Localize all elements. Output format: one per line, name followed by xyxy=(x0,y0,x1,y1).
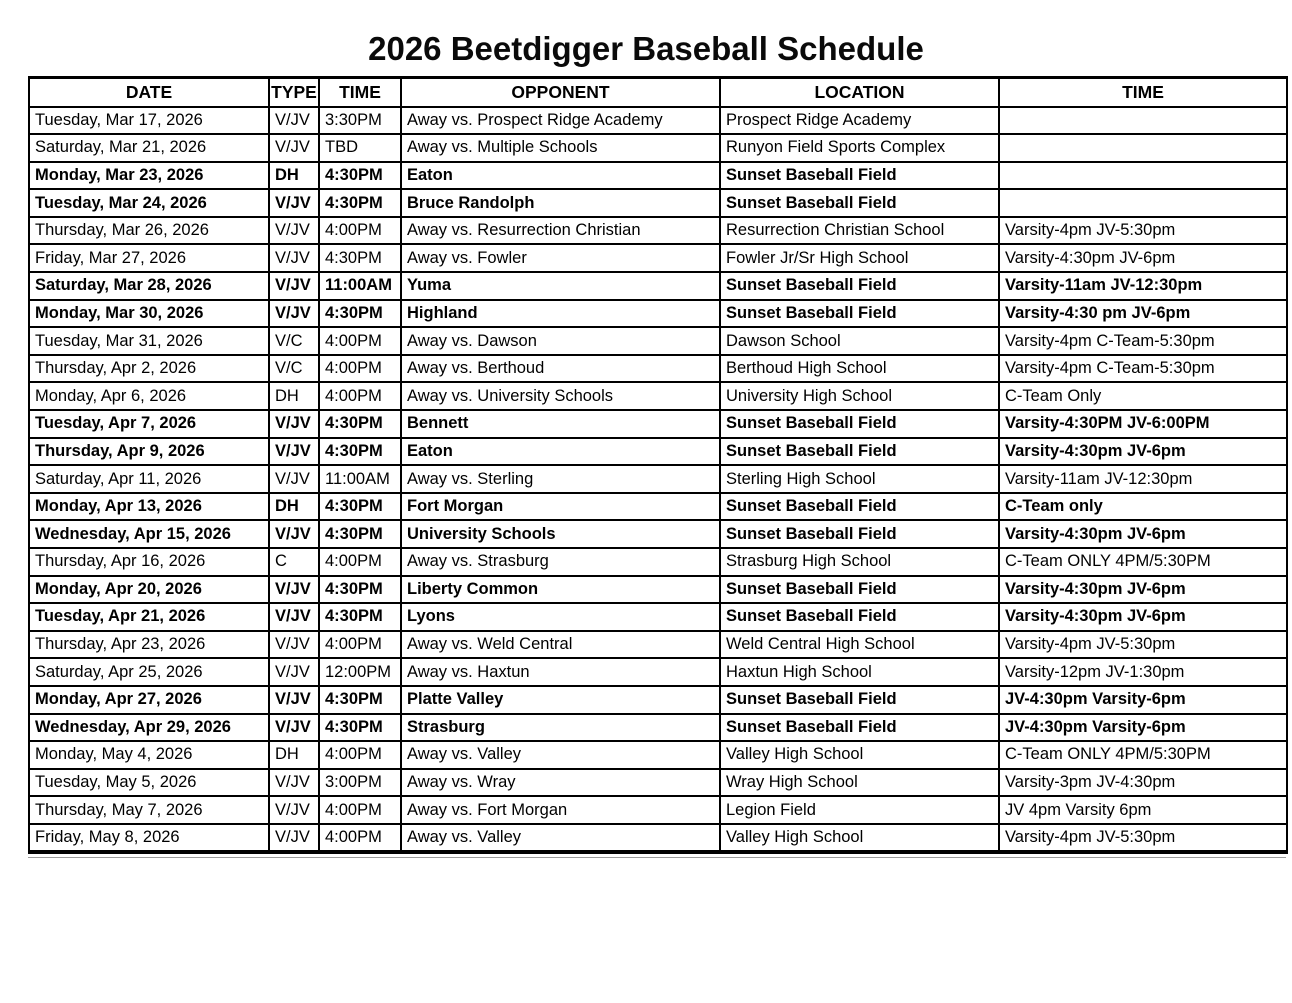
location-cell: Dawson School xyxy=(720,327,999,355)
location-cell: Valley High School xyxy=(720,824,999,852)
header-location: LOCATION xyxy=(720,78,999,107)
opponent-cell: Away vs. Dawson xyxy=(401,327,720,355)
table-row xyxy=(29,465,1287,493)
date-cell: Monday, Apr 13, 2026 xyxy=(29,493,269,521)
date-cell: Friday, Mar 27, 2026 xyxy=(29,244,269,272)
game-times-cell: Varsity-4pm JV-5:30pm xyxy=(999,631,1287,659)
opponent-cell: Away vs. Valley xyxy=(401,824,720,852)
game-times-cell: Varsity-4pm JV-5:30pm xyxy=(999,217,1287,245)
date-cell: Tuesday, Mar 24, 2026 xyxy=(29,189,269,217)
type-cell: V/JV xyxy=(269,576,319,604)
location-cell: Haxtun High School xyxy=(720,658,999,686)
opponent-cell: Strasburg xyxy=(401,714,720,742)
header-opponent: OPPONENT xyxy=(401,78,720,107)
type-cell: C xyxy=(269,548,319,576)
table-row xyxy=(29,134,1287,162)
time-cell: 4:30PM xyxy=(319,714,401,742)
opponent-cell: Eaton xyxy=(401,438,720,466)
table-row xyxy=(29,769,1287,797)
time-cell: 11:00AM xyxy=(319,465,401,493)
type-cell: V/JV xyxy=(269,217,319,245)
type-cell: V/JV xyxy=(269,189,319,217)
opponent-cell: Yuma xyxy=(401,272,720,300)
game-times-cell xyxy=(999,134,1287,162)
game-times-cell: Varsity-4pm C-Team-5:30pm xyxy=(999,327,1287,355)
table-row xyxy=(29,382,1287,410)
opponent-cell: Away vs. Weld Central xyxy=(401,631,720,659)
table-row xyxy=(29,714,1287,742)
table-row xyxy=(29,300,1287,328)
type-cell: V/JV xyxy=(269,300,319,328)
type-cell: V/JV xyxy=(269,796,319,824)
game-times-cell: Varsity-4:30pm JV-6pm xyxy=(999,603,1287,631)
time-cell: 11:00AM xyxy=(319,272,401,300)
date-cell: Thursday, May 7, 2026 xyxy=(29,796,269,824)
date-cell: Thursday, Apr 9, 2026 xyxy=(29,438,269,466)
opponent-cell: University Schools xyxy=(401,520,720,548)
time-cell: 4:30PM xyxy=(319,438,401,466)
date-cell: Tuesday, Mar 17, 2026 xyxy=(29,107,269,135)
time-cell: 4:30PM xyxy=(319,686,401,714)
location-cell: Weld Central High School xyxy=(720,631,999,659)
table-row xyxy=(29,631,1287,659)
game-times-cell: Varsity-4:30pm JV-6pm xyxy=(999,576,1287,604)
date-cell: Thursday, Mar 26, 2026 xyxy=(29,217,269,245)
opponent-cell: Lyons xyxy=(401,603,720,631)
opponent-cell: Highland xyxy=(401,300,720,328)
game-times-cell: C-Team Only xyxy=(999,382,1287,410)
table-row xyxy=(29,272,1287,300)
type-cell: V/JV xyxy=(269,658,319,686)
type-cell: V/JV xyxy=(269,714,319,742)
table-row xyxy=(29,741,1287,769)
type-cell: V/JV xyxy=(269,631,319,659)
type-cell: DH xyxy=(269,382,319,410)
table-row xyxy=(29,438,1287,466)
date-cell: Thursday, Apr 23, 2026 xyxy=(29,631,269,659)
type-cell: V/JV xyxy=(269,686,319,714)
time-cell: 4:00PM xyxy=(319,548,401,576)
date-cell: Wednesday, Apr 15, 2026 xyxy=(29,520,269,548)
type-cell: V/JV xyxy=(269,134,319,162)
table-row xyxy=(29,603,1287,631)
type-cell: V/JV xyxy=(269,244,319,272)
location-cell: Sunset Baseball Field xyxy=(720,438,999,466)
opponent-cell: Eaton xyxy=(401,162,720,190)
location-cell: Sunset Baseball Field xyxy=(720,520,999,548)
time-cell: 4:30PM xyxy=(319,410,401,438)
opponent-cell: Away vs. Multiple Schools xyxy=(401,134,720,162)
opponent-cell: Away vs. Berthoud xyxy=(401,355,720,383)
date-cell: Monday, May 4, 2026 xyxy=(29,741,269,769)
opponent-cell: Away vs. Prospect Ridge Academy xyxy=(401,107,720,135)
location-cell: Runyon Field Sports Complex xyxy=(720,134,999,162)
table-row xyxy=(29,355,1287,383)
table-row xyxy=(29,410,1287,438)
table-row xyxy=(29,107,1287,135)
date-cell: Thursday, Apr 16, 2026 xyxy=(29,548,269,576)
location-cell: Sunset Baseball Field xyxy=(720,714,999,742)
opponent-cell: Away vs. Resurrection Christian xyxy=(401,217,720,245)
header-type: TYPE xyxy=(269,78,319,107)
time-cell: 3:30PM xyxy=(319,107,401,135)
type-cell: V/C xyxy=(269,355,319,383)
time-cell: 4:00PM xyxy=(319,631,401,659)
header-row xyxy=(29,78,1287,107)
date-cell: Tuesday, Apr 7, 2026 xyxy=(29,410,269,438)
date-cell: Monday, Apr 6, 2026 xyxy=(29,382,269,410)
table-row xyxy=(29,244,1287,272)
game-times-cell xyxy=(999,162,1287,190)
type-cell: V/JV xyxy=(269,824,319,852)
time-cell: 4:30PM xyxy=(319,300,401,328)
location-cell: Sunset Baseball Field xyxy=(720,410,999,438)
opponent-cell: Away vs. University Schools xyxy=(401,382,720,410)
date-cell: Wednesday, Apr 29, 2026 xyxy=(29,714,269,742)
game-times-cell: JV-4:30pm Varsity-6pm xyxy=(999,714,1287,742)
game-times-cell: Varsity-4:30pm JV-6pm xyxy=(999,244,1287,272)
type-cell: V/JV xyxy=(269,603,319,631)
time-cell: 4:00PM xyxy=(319,741,401,769)
opponent-cell: Away vs. Wray xyxy=(401,769,720,797)
time-cell: 4:00PM xyxy=(319,355,401,383)
opponent-cell: Away vs. Valley xyxy=(401,741,720,769)
date-cell: Saturday, Mar 21, 2026 xyxy=(29,134,269,162)
opponent-cell: Platte Valley xyxy=(401,686,720,714)
date-cell: Thursday, Apr 2, 2026 xyxy=(29,355,269,383)
location-cell: Sunset Baseball Field xyxy=(720,686,999,714)
header-time: TIME xyxy=(319,78,401,107)
opponent-cell: Away vs. Sterling xyxy=(401,465,720,493)
date-cell: Monday, Apr 27, 2026 xyxy=(29,686,269,714)
game-times-cell: Varsity-3pm JV-4:30pm xyxy=(999,769,1287,797)
location-cell: University High School xyxy=(720,382,999,410)
date-cell: Monday, Mar 23, 2026 xyxy=(29,162,269,190)
opponent-cell: Liberty Common xyxy=(401,576,720,604)
game-times-cell: C-Team ONLY 4PM/5:30PM xyxy=(999,548,1287,576)
time-cell: 4:30PM xyxy=(319,162,401,190)
game-times-cell: JV 4pm Varsity 6pm xyxy=(999,796,1287,824)
date-cell: Tuesday, Apr 21, 2026 xyxy=(29,603,269,631)
opponent-cell: Bennett xyxy=(401,410,720,438)
opponent-cell: Bruce Randolph xyxy=(401,189,720,217)
time-cell: 4:30PM xyxy=(319,189,401,217)
type-cell: V/C xyxy=(269,327,319,355)
opponent-cell: Away vs. Fort Morgan xyxy=(401,796,720,824)
table-row xyxy=(29,493,1287,521)
location-cell: Sunset Baseball Field xyxy=(720,300,999,328)
type-cell: V/JV xyxy=(269,107,319,135)
time-cell: 4:00PM xyxy=(319,824,401,852)
location-cell: Prospect Ridge Academy xyxy=(720,107,999,135)
table-row xyxy=(29,520,1287,548)
table-row xyxy=(29,548,1287,576)
table-row xyxy=(29,217,1287,245)
game-times-cell: Varsity-11am JV-12:30pm xyxy=(999,272,1287,300)
game-times-cell: Varsity-11am JV-12:30pm xyxy=(999,465,1287,493)
game-times-cell: Varsity-4pm JV-5:30pm xyxy=(999,824,1287,852)
opponent-cell: Away vs. Haxtun xyxy=(401,658,720,686)
time-cell: 4:30PM xyxy=(319,244,401,272)
time-cell: 4:30PM xyxy=(319,520,401,548)
time-cell: 4:00PM xyxy=(319,796,401,824)
table-row xyxy=(29,162,1287,190)
location-cell: Legion Field xyxy=(720,796,999,824)
time-cell: 12:00PM xyxy=(319,658,401,686)
location-cell: Sunset Baseball Field xyxy=(720,272,999,300)
game-times-cell: Varsity-12pm JV-1:30pm xyxy=(999,658,1287,686)
location-cell: Sterling High School xyxy=(720,465,999,493)
location-cell: Wray High School xyxy=(720,769,999,797)
table-row xyxy=(29,189,1287,217)
schedule-rows xyxy=(29,107,1287,852)
game-times-cell: JV-4:30pm Varsity-6pm xyxy=(999,686,1287,714)
location-cell: Sunset Baseball Field xyxy=(720,189,999,217)
time-cell: 4:00PM xyxy=(319,382,401,410)
location-cell: Berthoud High School xyxy=(720,355,999,383)
table-row xyxy=(29,327,1287,355)
page-title: 2026 Beetdigger Baseball Schedule xyxy=(368,30,924,67)
time-cell: 4:00PM xyxy=(319,327,401,355)
location-cell: Fowler Jr/Sr High School xyxy=(720,244,999,272)
time-cell: 4:30PM xyxy=(319,493,401,521)
game-times-cell: Varsity-4:30 pm JV-6pm xyxy=(999,300,1287,328)
header-date: DATE xyxy=(29,78,269,107)
type-cell: V/JV xyxy=(269,465,319,493)
type-cell: V/JV xyxy=(269,438,319,466)
game-times-cell xyxy=(999,107,1287,135)
type-cell: DH xyxy=(269,741,319,769)
table-row xyxy=(29,658,1287,686)
date-cell: Tuesday, May 5, 2026 xyxy=(29,769,269,797)
game-times-cell: Varsity-4:30pm JV-6pm xyxy=(999,520,1287,548)
time-cell: 4:30PM xyxy=(319,576,401,604)
table-bottom-edge xyxy=(28,854,1286,858)
time-cell: 3:00PM xyxy=(319,769,401,797)
table-row xyxy=(29,824,1287,852)
opponent-cell: Fort Morgan xyxy=(401,493,720,521)
type-cell: V/JV xyxy=(269,410,319,438)
type-cell: DH xyxy=(269,162,319,190)
location-cell: Sunset Baseball Field xyxy=(720,493,999,521)
date-cell: Friday, May 8, 2026 xyxy=(29,824,269,852)
table-row xyxy=(29,576,1287,604)
time-cell: 4:30PM xyxy=(319,603,401,631)
time-cell: 4:00PM xyxy=(319,217,401,245)
game-times-cell: C-Team ONLY 4PM/5:30PM xyxy=(999,741,1287,769)
schedule-table xyxy=(28,76,1288,854)
game-times-cell: Varsity-4pm C-Team-5:30pm xyxy=(999,355,1287,383)
game-times-cell xyxy=(999,189,1287,217)
opponent-cell: Away vs. Fowler xyxy=(401,244,720,272)
table-row xyxy=(29,686,1287,714)
game-times-cell: Varsity-4:30PM JV-6:00PM xyxy=(999,410,1287,438)
type-cell: DH xyxy=(269,493,319,521)
type-cell: V/JV xyxy=(269,520,319,548)
game-times-cell: C-Team only xyxy=(999,493,1287,521)
date-cell: Tuesday, Mar 31, 2026 xyxy=(29,327,269,355)
table-row xyxy=(29,796,1287,824)
date-cell: Saturday, Apr 11, 2026 xyxy=(29,465,269,493)
time-cell: TBD xyxy=(319,134,401,162)
date-cell: Monday, Apr 20, 2026 xyxy=(29,576,269,604)
type-cell: V/JV xyxy=(269,769,319,797)
location-cell: Strasburg High School xyxy=(720,548,999,576)
date-cell: Monday, Mar 30, 2026 xyxy=(29,300,269,328)
game-times-cell: Varsity-4:30pm JV-6pm xyxy=(999,438,1287,466)
location-cell: Valley High School xyxy=(720,741,999,769)
location-cell: Resurrection Christian School xyxy=(720,217,999,245)
location-cell: Sunset Baseball Field xyxy=(720,603,999,631)
location-cell: Sunset Baseball Field xyxy=(720,162,999,190)
header-game-times: TIME xyxy=(999,78,1287,107)
date-cell: Saturday, Apr 25, 2026 xyxy=(29,658,269,686)
type-cell: V/JV xyxy=(269,272,319,300)
date-cell: Saturday, Mar 28, 2026 xyxy=(29,272,269,300)
opponent-cell: Away vs. Strasburg xyxy=(401,548,720,576)
location-cell: Sunset Baseball Field xyxy=(720,576,999,604)
